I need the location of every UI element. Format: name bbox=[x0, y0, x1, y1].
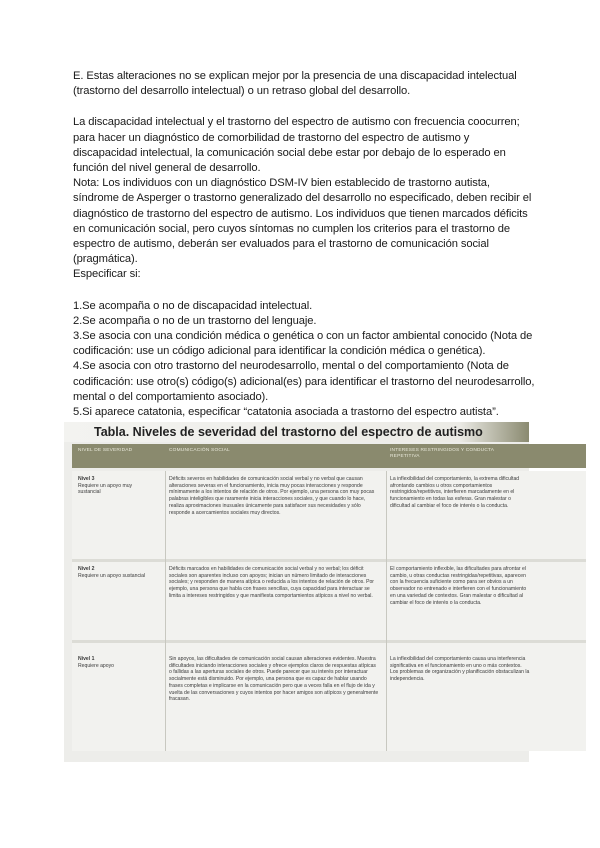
table-title-bar bbox=[64, 422, 529, 442]
column-divider bbox=[165, 471, 166, 751]
level-title: Nivel 2 bbox=[78, 566, 95, 572]
header-social: COMUNICACIÓN SOCIAL bbox=[169, 448, 230, 453]
paragraph-note: Nota: Los individuos con un diagnóstico DSM-IV bien establecido de trastorno autista, síndrome de Asperger o trastorno generalizado del desarrollo no especificado, deben recibir el diagnóstico de trastorno del espectro de autismo. Los individuos que tienen marcados déficits en comunicación social, pero cuyos síntomas no cumplen los criterios para el trastorno de espectro de autismo, deberán ser evaluados para el trastorno de comunicación social (pragmática). bbox=[73, 177, 532, 266]
social-cell: Déficits severos en habilidades de comunicación social verbal y no verbal que causan alteraciones severas en el funcionamiento, inicia muy pocas interacciones y responde mínimamente a los intentos de relación de otros. Por ejemplo, una persona con muy pocas palabras inteligibles que raramente inicia interacciones sociales, y que cuando lo hace, realiza aproximaciones inusuales únicamente para satisfacer sus necesidades y sólo responde a acercamientos sociales muy directos. bbox=[169, 476, 375, 516]
table-row bbox=[72, 471, 586, 559]
table-header-row bbox=[72, 444, 586, 468]
header-behavior: INTERESES RESTRINGIDOS Y CONDUCTA REPETITIVA bbox=[390, 448, 494, 459]
specifier-item: 3.Se asocia con una condición médica o genética o con un factor ambiental conocido (Nota de codificación: use un código adicional para identificar la condición médica o genética). bbox=[73, 330, 533, 358]
social-cell: Déficits marcados en habilidades de comunicación social verbal y no verbal; los déficit sociales son aparentes incluso con apoyos; inician un número limitado de interacciones sociales; y responden de manera atípica o reducida a los intentos de relación de otros. Por ejemplo, una persona que habla con frases sencillas, cuya capacidad para interactuar se limita a intereses restringidos y que manifiesta comportamientos atípicos a nivel no verbal. bbox=[169, 566, 375, 599]
specifier-item: 5.Si aparece catatonia, especificar “catatonia asociada a trastorno del espectro autista”. bbox=[73, 406, 499, 419]
paragraph-specify: Especificar si: bbox=[73, 268, 141, 281]
header-level: NIVEL DE SEVERIDAD bbox=[78, 448, 133, 453]
specifier-item: 1.Se acompaña o no de discapacidad intelectual. bbox=[73, 299, 313, 312]
level-subtitle: Requiere apoyo bbox=[78, 662, 114, 669]
behavior-cell: La inflexibilidad del comportamiento, la extrema dificultad afrontando cambios u otros comportamientos restringidos/repetitivos, interfieren marcadamente en el funcionamiento en todas las esferas. Gran malestar o dificultad al cambiar el foco de interés o la conducta. bbox=[390, 476, 520, 509]
table-row bbox=[72, 643, 586, 751]
intro-text bbox=[73, 69, 535, 420]
column-divider bbox=[386, 471, 387, 751]
specifier-item: 4.Se asocia con otro trastorno del neurodesarrollo, mental o del comportamiento (Nota de codificación: use otro(s) código(s) adicional(es) para identificar el trastorno del neurodesarrollo, mental o del comportamiento asociado). bbox=[73, 360, 535, 403]
table-row bbox=[72, 562, 586, 640]
level-subtitle: Requiere un apoyo sustancial bbox=[78, 572, 146, 579]
severity-table-figure bbox=[64, 422, 529, 762]
behavior-cell: La inflexibilidad del comportamiento causa una interferencia significativa en el funcionamiento en uno o más contextos. Los problemas de organización y planificación obstaculizan la independencia. bbox=[390, 656, 530, 683]
social-cell: Sin apoyos, las dificultades de comunicación social causan alteraciones evidentes. Muestra dificultades iniciando interacciones sociales y ofrece ejemplos claros de respuestas atípicas o fallidas a las aperturas sociales de otros. Puede parecer que su interés por interactuar socialmente está disminuido. Por ejemplo, una persona que es capaz de hablar usando frases completas e implicarse en la comunicación pero que a veces falla en el flujo de ida y vuelta de las conversaciones y cuyos intentos por hacer amigos son atípicos y generalmente fracasan. bbox=[169, 656, 379, 703]
paragraph-comorbidity: La discapacidad intelectual y el trastorno del espectro de autismo con frecuencia coocurren; para hacer un diagnóstico de comorbilidad de trastorno del espectro de autismo y discapacidad intelectual, la comunicación social debe estar por debajo de lo esperado en función del nivel general de desarrollo. bbox=[73, 116, 520, 175]
level-subtitle: Requiere un apoyo muy sustancial bbox=[78, 482, 133, 496]
specifier-item: 2.Se acompaña o no de un trastorno del lenguaje. bbox=[73, 314, 317, 327]
paragraph-criterion-e: E. Estas alteraciones no se explican mejor por la presencia de una discapacidad intelectual (trastorno del desarrollo intelectual) o un retraso global del desarrollo. bbox=[73, 70, 517, 98]
behavior-cell: El comportamiento inflexible, las dificultades para afrontar el cambio, u otras conductas restringidas/repetitivas, aparecen con la frecuencia suficiente como para ser obvios a un observador no entrenado e interfieren con el funcionamiento en una variedad de contextos. Gran malestar o dificultad al cambiar el foco de interés o la conducta. bbox=[390, 566, 527, 606]
level-title: Nivel 1 bbox=[78, 656, 95, 662]
table-title: Tabla. Niveles de severidad del trastorno del espectro de autismo bbox=[94, 425, 483, 439]
level-title: Nivel 3 bbox=[78, 476, 95, 482]
